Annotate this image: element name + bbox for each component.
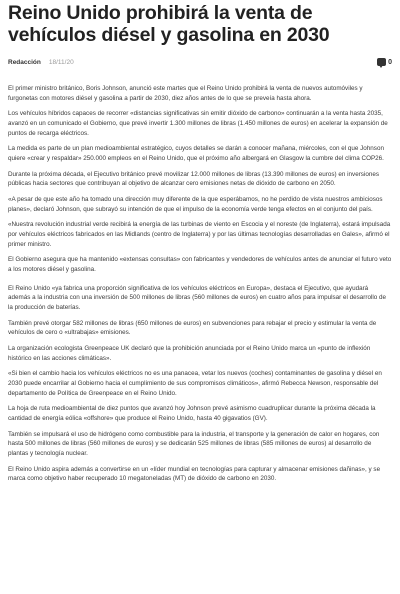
paragraph-5: «A pesar de que este año ha tomado una dirección muy diferente de la que esperábamos, no he perdido de vista nuestros ambiciosos planes», declaró Johnson, que subrayó su intención de que el impulso de la economía verde tenga efectos en el conjunto del país. [8, 196, 383, 213]
paragraph-12: La hoja de ruta medioambiental de diez puntos que avanzó hoy Johnson prevé asimismo cuadruplicar durante la próxima década la cantidad de energía eólica «offshore» que produce el Reino Unido, hasta 40 gigavatios (GV). [8, 405, 376, 422]
paragraph-9: También prevé otorgar 582 millones de libras (650 millones de euros) en subvenciones para rebajar el precio y estimular la venta de vehículos de cero o «ultrabajas» emisiones. [8, 319, 377, 337]
paragraph-13: También se impulsará el uso de hidrógeno como combustible para la industria, el transporte y la generación de calor en hogares, con hasta 500 millones de libras (560 millones de euros) y se dedicarán 525 millones de libras (585 millones de euros) al desarrollo de plantas y tecnología nuclear. [8, 430, 380, 457]
paragraph-3: La medida es parte de un plan medioambiental estratégico, cuyos detalles se darán a conocer mañana, miércoles, con el que Johnson quiere «crear y respaldar» 250.000 empleos en el Reino Unido, que el próximo año albergará en Glasgow la cumbre del clima COP26. [8, 145, 384, 162]
article-date: 18/11/20 [48, 58, 74, 66]
article-author[interactable]: Redacción [8, 58, 41, 66]
paragraph-11: «Si bien el cambio hacia los vehículos eléctricos no es una panacea, vetar los nuevos (coches) contaminantes de gasolina y diésel en 2030 puede encarrilar al Gobierno hacia el cumplimiento de sus compromisos climáticos», afirmó Rebecca Newson, responsable del departamento de Política de Greenpeace en el Reino Unido. [8, 370, 382, 397]
paragraph-7: El Gobierno asegura que ha mantenido «extensas consultas» con fabricantes y vendedores de vehículos antes de anunciar el futuro veto a los motores diésel y gasolina. [8, 256, 392, 274]
comment-count: 0 [388, 58, 392, 66]
paragraph-6: «Nuestra revolución industrial verde recibirá la energía de las turbinas de viento en Escocia y el noreste (de Inglaterra), estará impulsada por vehículos eléctricos fabricados en las Midlands (centro de Inglaterra) y por las últimas tecnologías desarrolladas en Gales», afirmó el primer ministro. [8, 221, 391, 248]
article [0, 2, 400, 484]
comments-link[interactable] [377, 58, 392, 66]
paragraph-10: La organización ecologista Greenpeace UK declaró que la prohibición anunciada por el Reino Unido marca un «punto de inflexión histórico en las acciones climáticas». [8, 344, 371, 362]
paragraph-4: Durante la próxima década, el Ejecutivo británico prevé movilizar 12.000 millones de libras (13.390 millones de euros) en inversiones públicas hacia sectores que contribuyan al objetivo de alcanzar cero emisiones netas de dióxido de carbono en 2050. [8, 170, 380, 188]
paragraph-2: Los vehículos híbridos capaces de recorrer «distancias significativas sin emitir dióxido de carbono» continuarán a la venta hasta 2035, avanzó en un comunicado el Gobierno, que prevé invertir 1.300 millones de libras (1.450 millones de euros) en acelerar la expansión de puntos de recarga eléctricos. [8, 110, 388, 137]
comment-icon [377, 58, 386, 66]
article-title: Reino Unido prohibirá la venta de vehículos diésel y gasolina en 2030 [8, 2, 330, 46]
paragraph-14: El Reino Unido aspira además a convertirse en un «líder mundial en tecnologías para capturar y almacenar emisiones dañinas», y se marca como objetivo haber recuperado 10 megatoneladas (MT) de dióxido de carbono en 2030. [8, 465, 381, 483]
article-body [8, 84, 392, 484]
article-meta [8, 54, 392, 70]
paragraph-8: El Reino Unido «ya fabrica una proporción significativa de los vehículos eléctricos en Europa», destaca el Ejecutivo, que ayudará además a la industria con una inversión de 500 millones de libras (560 millones de euros) en cuatro años para impulsar el desarrollo de la producción de baterías. [8, 284, 387, 311]
paragraph-1: El primer ministro británico, Boris Johnson, anunció este martes que el Reino Unido prohibirá la venta de nuevos automóviles y furgonetas con motores diésel y gasolina a partir de 2030, diez años antes de lo que se preveía hasta ahora. [8, 85, 363, 102]
